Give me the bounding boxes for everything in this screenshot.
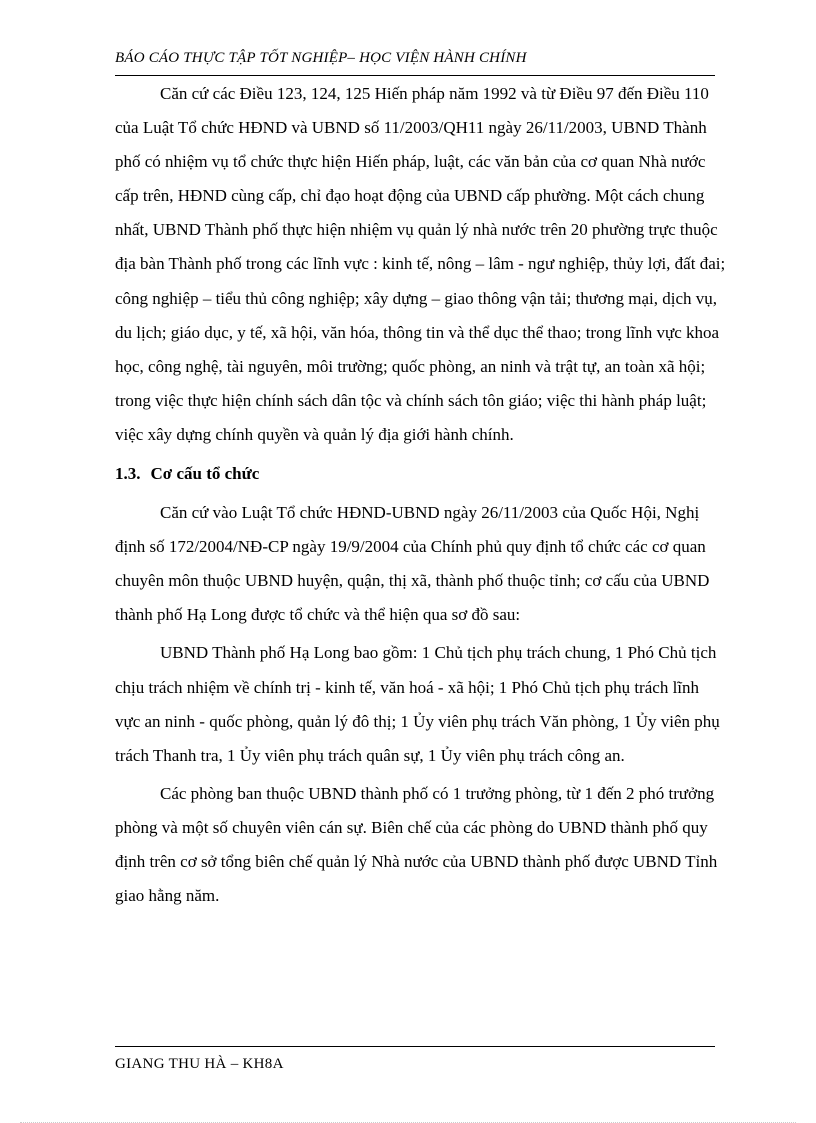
footer-divider — [115, 1046, 715, 1047]
page-footer: GIANG THU HÀ – KH8A — [115, 1056, 284, 1072]
section-title: Cơ cấu tổ chức — [150, 464, 260, 484]
paragraph-legal-basis: Căn cứ các Điều 123, 124, 125 Hiến pháp năm 1992 và từ Điều 97 đến Điều 110 của Luật Tổ chức HĐND và UBND số 11/2003/QH11 ngày 26/11/2003, UBND Thành phố có nhiệm vụ tổ chức thực hiện Hiến pháp, luật, các văn bản của cơ quan Nhà nước cấp trên, HĐND cùng cấp, chỉ đạo hoạt động của UBND cấp phường. Một cách chung nhất, UBND Thành phố thực hiện nhiệm vụ quản lý nhà nước trên 20 phường trực thuộc địa bàn Thành phố trong các lĩnh vực : kinh tế, nông – lâm - ngư nghiệp, thủy lợi, đất đai; công nghiệp – tiểu thủ công nghiệp; xây dựng – giao thông vận tải; thương mại, dịch vụ, du lịch; giáo dục, y tế, xã hội, văn hóa, thông tin và thể dục thể thao; trong lĩnh vực khoa học, công nghệ, tài nguyên, môi trường; quốc phòng, an ninh và trật tự, an toàn xã hội; trong việc thực hiện chính sách dân tộc và chính sách tôn giáo; việc thi hành pháp luật; việc xây dựng chính quyền và quản lý địa giới hành chính. — [115, 84, 726, 444]
document-body — [115, 77, 727, 913]
page-header: BÁO CÁO THỰC TẬP TỐT NGHIỆP– HỌC VIỆN HÀNH CHÍNH — [115, 50, 527, 66]
paragraph-departments: Các phòng ban thuộc UBND thành phố có 1 trưởng phòng, từ 1 đến 2 phó trưởng phòng và một số chuyên viên cán sự. Biên chế của các phòng do UBND thành phố quy định trên cơ sở tổng biên chế quản lý Nhà nước của UBND thành phố được UBND Tỉnh giao hằng năm. — [115, 783, 718, 906]
section-heading — [115, 457, 727, 491]
header-divider — [115, 75, 715, 76]
paragraph-organization-basis: Căn cứ vào Luật Tổ chức HĐND-UBND ngày 26/11/2003 của Quốc Hội, Nghị định số 172/2004/NĐ-CP ngày 19/9/2004 của Chính phủ quy định tổ chức các cơ quan chuyên môn thuộc UBND huyện, quận, thị xã, thành phố thuộc tỉnh; cơ cấu của UBND thành phố Hạ Long được tổ chức và thể hiện qua sơ đồ sau: — [115, 503, 710, 625]
section-number: 1.3. — [115, 464, 141, 484]
paragraph-leadership: UBND Thành phố Hạ Long bao gồm: 1 Chủ tịch phụ trách chung, 1 Phó Chủ tịch chịu trách nhiệm về chính trị - kinh tế, văn hoá - xã hội; 1 Phó Chủ tịch phụ trách lĩnh vực an ninh - quốc phòng, quản lý đô thị; 1 Ủy viên phụ trách Văn phòng, 1 Ủy viên phụ trách Thanh tra, 1 Ủy viên phụ trách quân sự, 1 Ủy viên phụ trách công an. — [115, 643, 720, 765]
